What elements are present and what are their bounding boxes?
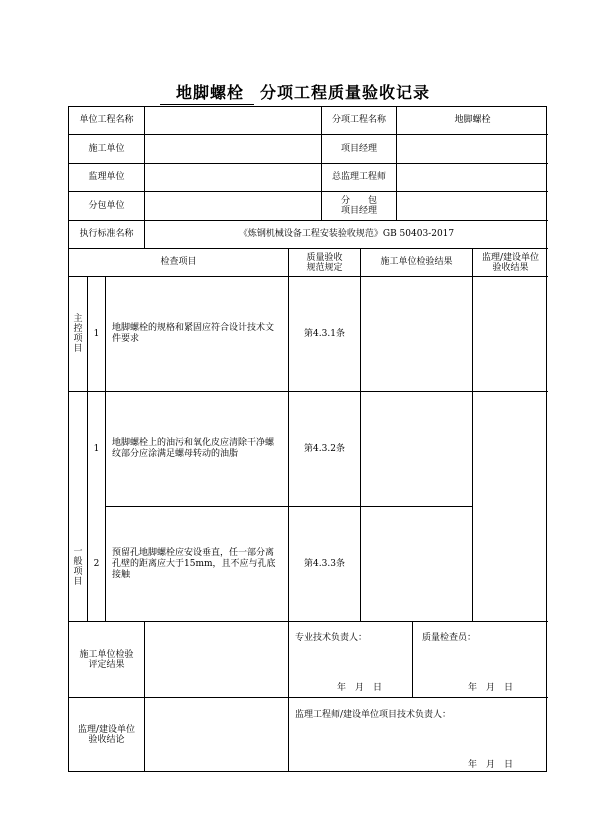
group-char: 主 (73, 314, 83, 324)
sub-manager-label-line2: 项目经理 (340, 206, 377, 216)
unit-project-label: 单位工程名称 (79, 115, 134, 125)
col-divider (288, 621, 289, 772)
item-description: 预留孔地脚螺栓应安设垂直，任一部分离孔壁的距离应大于15mm，且不应与孔底接触 (112, 547, 276, 580)
unit-project-value[interactable] (145, 107, 321, 134)
supervisor-concl-value[interactable] (145, 698, 288, 772)
contractor-eval-value[interactable] (145, 622, 288, 697)
sub-manager-value[interactable] (397, 192, 548, 220)
title-suffix: 分项工程质量验收记录 (260, 83, 431, 102)
supervisor-result-header-line1: 监理/建设单位 (481, 252, 540, 263)
item-clause: 第4.3.3条 (304, 558, 345, 569)
contractor-eval-label (69, 622, 144, 697)
supervisor-concl-label-line1: 监理/建设单位 (77, 725, 136, 735)
sub-manager-label-line1: 分 包 (340, 196, 377, 206)
chief-supervisor-value[interactable] (397, 164, 548, 191)
inspection-item-header: 检查项目 (160, 257, 197, 267)
supervisor-result-cell[interactable] (473, 277, 548, 391)
supervision-unit-value[interactable] (145, 164, 321, 191)
group-char: 项 (73, 334, 83, 344)
col-divider (412, 621, 413, 697)
general-group-label (69, 392, 87, 621)
construction-unit-value[interactable] (145, 135, 321, 163)
contractor-result-cell[interactable] (361, 392, 472, 506)
group-char: 项 (73, 566, 83, 577)
item-clause: 第4.3.2条 (304, 443, 345, 454)
acceptance-record-form (68, 106, 547, 772)
supervisor-result-cell[interactable] (473, 392, 548, 621)
group-char: 般 (73, 556, 83, 567)
supervisor-result-header (473, 249, 548, 276)
project-manager-label: 项目经理 (340, 143, 377, 154)
group-char: 控 (73, 324, 83, 334)
item-number: 2 (93, 558, 100, 569)
sub-project-value[interactable]: 地脚螺栓 (454, 115, 491, 125)
supervision-unit-label: 监理单位 (88, 172, 125, 182)
page-title (0, 80, 590, 105)
group-char: 一 (73, 546, 83, 557)
item-number: 1 (93, 328, 100, 339)
contractor-eval-label-line1: 施工单位检验 (79, 649, 134, 660)
item-description: 地脚螺栓上的油污和氧化皮应清除干净螺纹部分应涂满足螺母转动的油脂 (112, 438, 275, 459)
item-number: 1 (93, 443, 100, 454)
subcontractor-label: 分包单位 (88, 200, 125, 211)
tech-lead-signature: 专业技术负责人： (295, 633, 368, 643)
group-char: 目 (73, 344, 83, 354)
supervisor-result-header-line2: 验收结果 (492, 262, 529, 273)
contractor-result-cell[interactable] (361, 507, 472, 621)
date-line: 年 月 日 (468, 683, 514, 693)
main-control-group-label (69, 277, 87, 391)
quality-req-header (289, 249, 360, 276)
subcontractor-value[interactable] (145, 192, 321, 220)
standard-label: 执行标准名称 (79, 229, 134, 239)
date-line: 年 月 日 (468, 760, 514, 770)
quality-inspector-signature: 质量检查员： (422, 633, 477, 643)
group-char: 目 (73, 576, 83, 587)
date-line: 年 月 日 (337, 683, 383, 693)
supervisor-concl-label-line2: 验收结论 (88, 735, 125, 745)
sub-project-label: 分项工程名称 (331, 115, 386, 125)
supervisor-concl-label (69, 698, 144, 772)
title-subject: 地脚螺栓 (160, 80, 254, 105)
quality-req-header-line1: 质量验收 (306, 252, 343, 263)
contractor-result-header: 施工单位检验结果 (380, 257, 453, 267)
contractor-eval-label-line2: 评定结果 (88, 659, 125, 670)
sub-manager-label (322, 192, 396, 220)
standard-value: 《炼钢机械设备工程安装验收规范》GB 50403-2017 (238, 229, 455, 239)
contractor-result-cell[interactable] (361, 277, 472, 391)
construction-unit-label: 施工单位 (88, 143, 125, 154)
chief-supervisor-label: 总监理工程师 (331, 172, 386, 182)
item-description: 地脚螺栓的规格和紧固应符合设计技术文件要求 (112, 323, 275, 344)
item-clause: 第4.3.1条 (304, 328, 345, 339)
supervisor-signature: 监理工程师/建设单位项目技术负责人： (295, 710, 452, 720)
project-manager-value[interactable] (397, 135, 548, 163)
quality-req-header-line2: 规范规定 (306, 262, 343, 273)
